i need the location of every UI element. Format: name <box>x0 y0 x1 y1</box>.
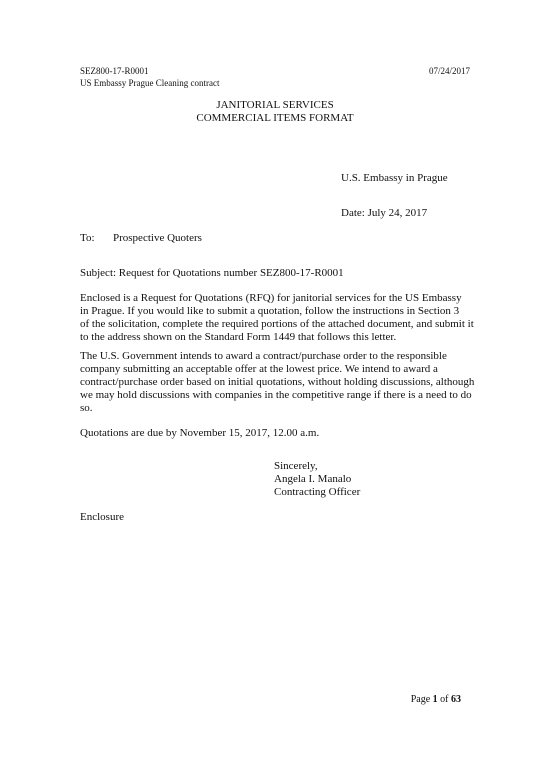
page-number <box>411 694 461 706</box>
letter-date: Date: July 24, 2017 <box>341 207 428 219</box>
title-line-2: COMMERCIAL ITEMS FORMAT <box>196 112 354 124</box>
of-word: of <box>440 694 449 705</box>
paragraph-2-line: contract/purchase order based on initial quotations, without holding discussions, although <box>80 376 475 388</box>
due-date-statement: Quotations are due by November 15, 2017, 12.00 a.m. <box>80 427 320 439</box>
signature-title: Contracting Officer <box>274 486 361 498</box>
sender-name: U.S. Embassy in Prague <box>341 172 448 184</box>
paragraph-2-line: company submitting an acceptable offer at the lowest price. We intend to award a <box>80 363 438 375</box>
paragraph-2-line: The U.S. Government intends to award a contract/purchase order to the responsible <box>80 350 447 362</box>
paragraph-1-line: Enclosed is a Request for Quotations (RFQ) for janitorial services for the US Embassy <box>80 292 462 304</box>
header-doc-number: SEZ800-17-R0001 <box>80 66 149 76</box>
to-value: Prospective Quoters <box>113 232 202 244</box>
subject-line: Subject: Request for Quotations number SEZ800-17-R0001 <box>80 267 344 279</box>
page-total: 63 <box>451 694 461 705</box>
page-word: Page <box>410 694 431 705</box>
paragraph-1-line: to the address shown on the Standard Form 1449 that follows this letter. <box>80 331 397 343</box>
signature-name: Angela I. Manalo <box>274 473 352 485</box>
header-date: 07/24/2017 <box>428 66 470 76</box>
paragraph-1 <box>80 292 480 344</box>
paragraph-2 <box>80 350 480 415</box>
signature-closing: Sincerely, <box>274 460 318 472</box>
running-header-left <box>80 65 219 89</box>
paragraph-1-line: in Prague. If you would like to submit a quotation, follow the instructions in Section 3 <box>80 305 460 317</box>
header-doc-subtitle: US Embassy Prague Cleaning contract <box>80 78 220 88</box>
to-label: To: <box>80 232 95 244</box>
title-line-1: JANITORIAL SERVICES <box>216 99 334 111</box>
paragraph-2-line: so. <box>80 402 93 414</box>
paragraph-2-line: we may hold discussions with companies in the competitive range if there is a need to do <box>80 389 472 401</box>
page-current: 1 <box>432 694 438 705</box>
document-title <box>0 99 550 125</box>
enclosure-note: Enclosure <box>80 511 124 523</box>
paragraph-1-line: of the solicitation, complete the required portions of the attached document, and submit it <box>80 318 474 330</box>
